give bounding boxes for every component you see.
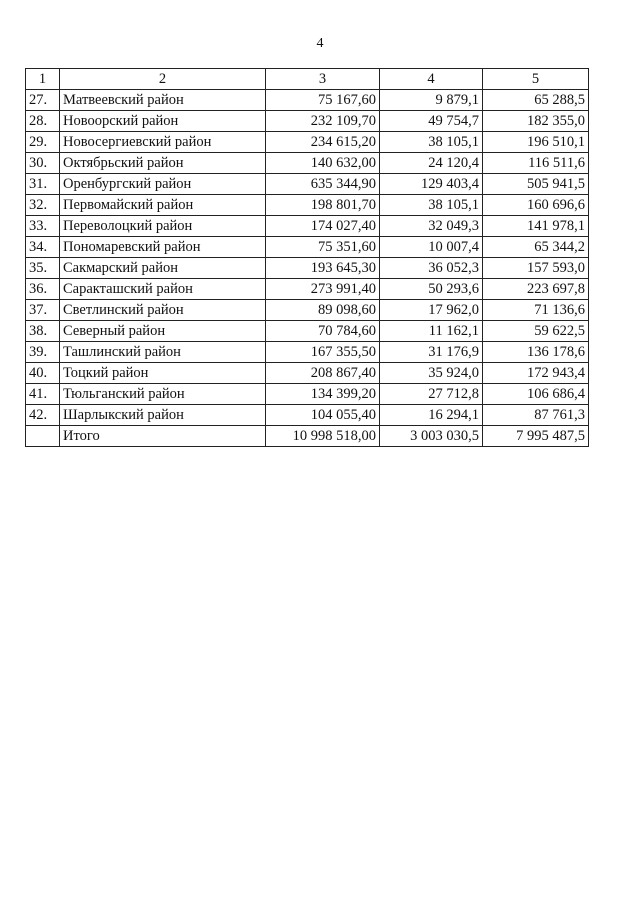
amount-col3-cell: 232 109,70 bbox=[266, 111, 380, 132]
table-row bbox=[26, 405, 589, 426]
district-name-cell: Северный район bbox=[60, 321, 266, 342]
amount-col3-cell: 208 867,40 bbox=[266, 363, 380, 384]
district-name-cell: Сакмарский район bbox=[60, 258, 266, 279]
amount-col4-cell: 36 052,3 bbox=[380, 258, 483, 279]
row-number-cell: 29. bbox=[26, 132, 60, 153]
table-row bbox=[26, 279, 589, 300]
amount-col5-cell: 116 511,6 bbox=[483, 153, 589, 174]
amount-col4-cell: 38 105,1 bbox=[380, 132, 483, 153]
total-amount-cell: 7 995 487,5 bbox=[483, 426, 589, 447]
district-name-cell: Октябрьский район bbox=[60, 153, 266, 174]
table-row bbox=[26, 111, 589, 132]
amount-col4-cell: 17 962,0 bbox=[380, 300, 483, 321]
district-name-cell: Пономаревский район bbox=[60, 237, 266, 258]
amount-col5-cell: 136 178,6 bbox=[483, 342, 589, 363]
amount-col4-cell: 35 924,0 bbox=[380, 363, 483, 384]
row-number-cell: 34. bbox=[26, 237, 60, 258]
total-number-cell bbox=[26, 426, 60, 447]
table-row bbox=[26, 174, 589, 195]
amount-col4-cell: 38 105,1 bbox=[380, 195, 483, 216]
total-amount-cell: 3 003 030,5 bbox=[380, 426, 483, 447]
row-number-cell: 33. bbox=[26, 216, 60, 237]
district-name-cell: Новоорский район bbox=[60, 111, 266, 132]
total-label: Итого bbox=[60, 426, 266, 447]
amount-col5-cell: 223 697,8 bbox=[483, 279, 589, 300]
district-name-cell: Тюльганский район bbox=[60, 384, 266, 405]
column-header: 5 bbox=[483, 69, 589, 90]
page-number: 4 bbox=[316, 36, 324, 51]
amount-col3-cell: 75 167,60 bbox=[266, 90, 380, 111]
amount-col5-cell: 106 686,4 bbox=[483, 384, 589, 405]
table-row bbox=[26, 342, 589, 363]
amount-col3-cell: 134 399,20 bbox=[266, 384, 380, 405]
row-number-cell: 36. bbox=[26, 279, 60, 300]
amount-col3-cell: 75 351,60 bbox=[266, 237, 380, 258]
amount-col3-cell: 174 027,40 bbox=[266, 216, 380, 237]
row-number-cell: 40. bbox=[26, 363, 60, 384]
row-number-cell: 30. bbox=[26, 153, 60, 174]
amount-col4-cell: 11 162,1 bbox=[380, 321, 483, 342]
table-row bbox=[26, 90, 589, 111]
amount-col3-cell: 273 991,40 bbox=[266, 279, 380, 300]
row-number-cell: 27. bbox=[26, 90, 60, 111]
amount-col3-cell: 193 645,30 bbox=[266, 258, 380, 279]
amount-col5-cell: 65 288,5 bbox=[483, 90, 589, 111]
row-number-cell: 32. bbox=[26, 195, 60, 216]
row-number-cell: 31. bbox=[26, 174, 60, 195]
district-name-cell: Первомайский район bbox=[60, 195, 266, 216]
amount-col3-cell: 198 801,70 bbox=[266, 195, 380, 216]
amount-col5-cell: 71 136,6 bbox=[483, 300, 589, 321]
amount-col3-cell: 89 098,60 bbox=[266, 300, 380, 321]
amount-col5-cell: 196 510,1 bbox=[483, 132, 589, 153]
amount-col4-cell: 24 120,4 bbox=[380, 153, 483, 174]
amount-col5-cell: 160 696,6 bbox=[483, 195, 589, 216]
amount-col4-cell: 9 879,1 bbox=[380, 90, 483, 111]
total-amount-cell: 10 998 518,00 bbox=[266, 426, 380, 447]
table-row bbox=[26, 321, 589, 342]
row-number-cell: 38. bbox=[26, 321, 60, 342]
district-name-cell: Саракташский район bbox=[60, 279, 266, 300]
table-row bbox=[26, 363, 589, 384]
amount-col5-cell: 157 593,0 bbox=[483, 258, 589, 279]
row-number-cell: 28. bbox=[26, 111, 60, 132]
amount-col3-cell: 70 784,60 bbox=[266, 321, 380, 342]
amount-col5-cell: 172 943,4 bbox=[483, 363, 589, 384]
amount-col4-cell: 129 403,4 bbox=[380, 174, 483, 195]
row-number-cell: 42. bbox=[26, 405, 60, 426]
total-row bbox=[26, 426, 589, 447]
table-row bbox=[26, 300, 589, 321]
amount-col4-cell: 49 754,7 bbox=[380, 111, 483, 132]
amount-col5-cell: 87 761,3 bbox=[483, 405, 589, 426]
table-row bbox=[26, 384, 589, 405]
amount-col4-cell: 50 293,6 bbox=[380, 279, 483, 300]
column-header: 3 bbox=[266, 69, 380, 90]
table-row bbox=[26, 258, 589, 279]
allocation-table bbox=[25, 68, 589, 447]
row-number-cell: 41. bbox=[26, 384, 60, 405]
district-name-cell: Тоцкий район bbox=[60, 363, 266, 384]
district-name-cell: Переволоцкий район bbox=[60, 216, 266, 237]
amount-col5-cell: 141 978,1 bbox=[483, 216, 589, 237]
table-row bbox=[26, 153, 589, 174]
amount-col5-cell: 505 941,5 bbox=[483, 174, 589, 195]
row-number-cell: 39. bbox=[26, 342, 60, 363]
amount-col4-cell: 31 176,9 bbox=[380, 342, 483, 363]
district-name-cell: Матвеевский район bbox=[60, 90, 266, 111]
table-row bbox=[26, 216, 589, 237]
amount-col4-cell: 10 007,4 bbox=[380, 237, 483, 258]
column-header: 1 bbox=[26, 69, 60, 90]
column-header: 4 bbox=[380, 69, 483, 90]
district-name-cell: Светлинский район bbox=[60, 300, 266, 321]
district-name-cell: Ташлинский район bbox=[60, 342, 266, 363]
column-number-row bbox=[26, 69, 589, 90]
amount-col3-cell: 104 055,40 bbox=[266, 405, 380, 426]
district-name-cell: Новосергиевский район bbox=[60, 132, 266, 153]
table-row bbox=[26, 132, 589, 153]
amount-col5-cell: 182 355,0 bbox=[483, 111, 589, 132]
amount-col5-cell: 59 622,5 bbox=[483, 321, 589, 342]
district-name-cell: Оренбургский район bbox=[60, 174, 266, 195]
amount-col3-cell: 140 632,00 bbox=[266, 153, 380, 174]
amount-col5-cell: 65 344,2 bbox=[483, 237, 589, 258]
table-row bbox=[26, 195, 589, 216]
column-header: 2 bbox=[60, 69, 266, 90]
row-number-cell: 35. bbox=[26, 258, 60, 279]
district-name-cell: Шарлыкский район bbox=[60, 405, 266, 426]
amount-col4-cell: 27 712,8 bbox=[380, 384, 483, 405]
table-body bbox=[26, 69, 589, 447]
row-number-cell: 37. bbox=[26, 300, 60, 321]
table-row bbox=[26, 237, 589, 258]
amount-col3-cell: 635 344,90 bbox=[266, 174, 380, 195]
amount-col3-cell: 167 355,50 bbox=[266, 342, 380, 363]
amount-col3-cell: 234 615,20 bbox=[266, 132, 380, 153]
amount-col4-cell: 16 294,1 bbox=[380, 405, 483, 426]
amount-col4-cell: 32 049,3 bbox=[380, 216, 483, 237]
